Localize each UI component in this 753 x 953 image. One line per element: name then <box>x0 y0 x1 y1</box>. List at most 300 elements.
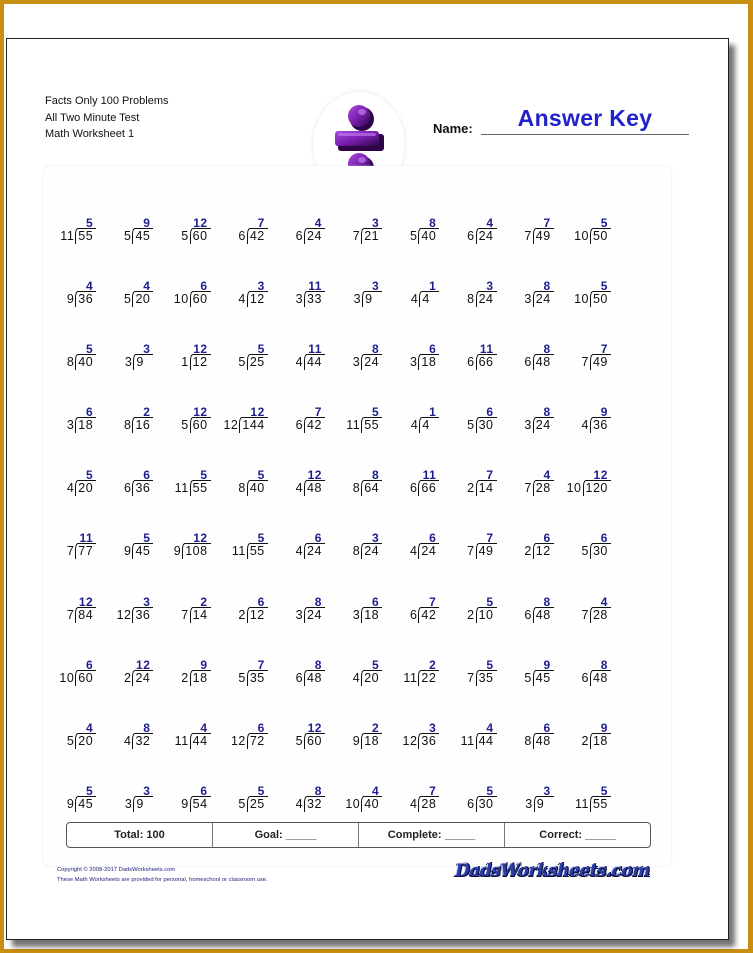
quotient-answer: 5 <box>86 342 94 357</box>
quotient-answer: 9 <box>543 657 551 672</box>
division-problem <box>333 519 390 559</box>
quotient-answer: 12 <box>593 468 608 483</box>
long-division <box>467 393 496 433</box>
dividend: 42 <box>249 229 265 243</box>
division-problem <box>47 646 104 686</box>
divisor: 12 <box>116 607 132 622</box>
problem-grid <box>47 186 619 817</box>
divisor: 6 <box>124 481 132 496</box>
dividend: 77 <box>78 544 94 559</box>
division-bracket <box>590 531 611 559</box>
division-bracket <box>533 594 554 623</box>
long-division <box>353 330 382 370</box>
division-problem <box>161 646 218 686</box>
division-bracket <box>361 720 382 749</box>
division-problem <box>333 393 390 433</box>
quotient-answer: 6 <box>86 405 94 420</box>
division-bracket <box>476 405 497 433</box>
division-problem <box>505 709 562 749</box>
long-division <box>410 456 439 496</box>
quotient-answer: 9 <box>200 657 208 672</box>
dividend: 28 <box>421 796 437 811</box>
long-division <box>410 330 439 370</box>
division-bracket <box>476 720 497 749</box>
long-division <box>582 709 611 749</box>
long-division <box>231 709 268 749</box>
divisor: 5 <box>295 733 304 748</box>
division-problem <box>161 709 218 749</box>
long-division <box>524 646 553 686</box>
division-problem <box>447 772 504 812</box>
long-division <box>296 583 325 623</box>
division-bracket <box>190 594 211 623</box>
division-problem <box>104 583 161 623</box>
division-bracket <box>590 279 611 307</box>
division-bracket <box>190 657 211 686</box>
score-box <box>66 822 651 848</box>
divisor: 7 <box>524 481 532 496</box>
divisor: 4 <box>410 292 419 307</box>
division-problem <box>505 519 562 559</box>
divisor: 3 <box>524 292 532 307</box>
division-bracket <box>182 531 210 559</box>
division-bracket <box>361 783 382 812</box>
division-bracket <box>247 783 268 812</box>
divisor: 5 <box>409 229 418 243</box>
divisor: 11 <box>174 481 189 496</box>
dividend: 28 <box>535 481 551 496</box>
division-bracket <box>418 342 439 370</box>
division-problem <box>219 583 276 623</box>
divisor: 4 <box>295 355 304 370</box>
division-bracket <box>590 216 611 244</box>
division-problem <box>562 456 619 496</box>
name-label: Name: <box>433 121 473 136</box>
division-problem <box>219 456 276 496</box>
divisor: 8 <box>66 355 75 370</box>
divisor: 3 <box>352 607 361 622</box>
division-bracket <box>132 594 153 623</box>
dividend: 54 <box>192 796 208 811</box>
division-problem <box>219 204 276 244</box>
dividend: 24 <box>364 544 380 559</box>
divisor: 3 <box>124 796 133 811</box>
divisor: 11 <box>403 670 418 685</box>
quotient-answer: 5 <box>86 468 94 483</box>
division-problem <box>562 267 619 307</box>
division-bracket <box>533 342 554 370</box>
division-bracket <box>361 405 382 433</box>
quotient-answer: 3 <box>543 783 551 798</box>
divisor: 8 <box>124 418 132 433</box>
division-bracket <box>75 531 96 559</box>
division-bracket <box>75 468 96 496</box>
long-division <box>582 393 611 433</box>
divisor: 12 <box>223 418 239 433</box>
division-problem <box>276 519 333 559</box>
long-division <box>296 393 325 433</box>
long-division <box>67 772 96 812</box>
division-problem <box>505 393 562 433</box>
long-division <box>582 646 611 686</box>
divisor: 7 <box>467 670 475 685</box>
divisor: 2 <box>467 607 475 622</box>
quotient-answer: 2 <box>200 594 208 609</box>
quotient-answer: 7 <box>314 405 322 420</box>
quotient-answer: 5 <box>371 657 380 672</box>
divisor: 5 <box>238 796 246 811</box>
quotient-answer: 3 <box>143 594 151 609</box>
quotient-answer: 11 <box>479 342 494 357</box>
division-problem <box>104 646 161 686</box>
divisor: 3 <box>295 607 304 622</box>
division-bracket <box>361 468 382 496</box>
division-problem <box>104 330 161 370</box>
division-bracket <box>418 657 439 686</box>
dividend: 42 <box>421 607 437 622</box>
worksheet-subtitle-2: All Two Minute Test <box>45 111 140 124</box>
divisor: 4 <box>409 544 418 559</box>
division-problem <box>333 646 390 686</box>
dividend: 24 <box>364 355 380 370</box>
long-division <box>124 204 153 244</box>
dividend: 33 <box>307 292 322 307</box>
division-problem <box>562 519 619 559</box>
long-division <box>238 267 267 307</box>
dividend: 45 <box>535 670 551 685</box>
quotient-answer: 5 <box>600 216 608 230</box>
divisor: 5 <box>124 229 132 243</box>
division-problem <box>390 393 447 433</box>
quotient-answer: 6 <box>86 657 94 672</box>
divisor: 6 <box>467 355 475 370</box>
worksheet-subtitle-1: Facts Only 100 Problems <box>45 95 169 107</box>
division-problem <box>562 772 619 812</box>
long-division <box>296 709 325 749</box>
division-bracket <box>533 279 554 307</box>
long-division <box>410 583 439 623</box>
quotient-answer: 5 <box>600 783 608 798</box>
dividend: 25 <box>249 796 265 811</box>
dividend: 48 <box>535 355 551 370</box>
quotient-answer: 3 <box>257 279 265 294</box>
dividend: 12 <box>192 355 208 370</box>
divisor: 2 <box>238 607 246 622</box>
dividend: 66 <box>478 355 494 370</box>
long-division <box>524 709 553 749</box>
dividend: 60 <box>78 670 94 685</box>
problems-panel <box>43 166 671 866</box>
divisor: 6 <box>295 670 304 685</box>
quotient-answer: 12 <box>193 405 208 420</box>
long-division <box>181 646 210 686</box>
division-bracket <box>304 594 325 623</box>
dividend: 24 <box>307 544 322 559</box>
long-division <box>67 330 96 370</box>
division-bracket <box>247 279 268 307</box>
dividend: 64 <box>364 481 380 496</box>
quotient-answer: 12 <box>78 594 94 609</box>
long-division <box>524 330 553 370</box>
dividend: 21 <box>364 229 380 243</box>
division-bracket <box>590 783 611 812</box>
dividend: 42 <box>307 418 322 433</box>
long-division <box>353 583 382 623</box>
quotient-answer: 12 <box>307 720 322 735</box>
long-division <box>232 519 268 559</box>
long-division <box>582 519 611 559</box>
divisor: 6 <box>409 607 418 622</box>
dividend: 18 <box>364 607 380 622</box>
division-bracket <box>75 279 96 307</box>
quotient-answer: 3 <box>143 342 151 357</box>
long-division <box>296 772 325 812</box>
division-bracket <box>190 405 211 433</box>
division-problem <box>333 204 390 244</box>
division-problem <box>161 583 218 623</box>
division-bracket <box>476 657 497 686</box>
long-division <box>524 393 553 433</box>
dividend: 14 <box>478 481 494 496</box>
divisor: 6 <box>295 418 304 433</box>
long-division <box>67 519 96 559</box>
divisor: 9 <box>352 733 361 748</box>
division-problem <box>161 393 218 433</box>
long-division <box>59 646 96 686</box>
division-problem <box>505 456 562 496</box>
division-bracket <box>75 216 96 244</box>
division-bracket <box>361 342 382 370</box>
quotient-answer: 5 <box>486 783 494 798</box>
quotient-answer: 4 <box>143 279 151 294</box>
long-division <box>124 709 153 749</box>
quotient-answer: 4 <box>486 720 494 735</box>
long-division <box>296 330 325 370</box>
division-problem <box>47 583 104 623</box>
dividend: 50 <box>592 229 608 243</box>
division-problem <box>219 330 276 370</box>
long-division <box>296 456 325 496</box>
divisor: 11 <box>574 796 589 811</box>
long-division <box>238 646 267 686</box>
division-problem <box>390 583 447 623</box>
dividend: 24 <box>478 292 494 307</box>
dividend: 4 <box>422 292 430 307</box>
quotient-answer: 5 <box>371 405 380 420</box>
long-division <box>124 646 153 686</box>
quotient-answer: 12 <box>193 342 208 357</box>
divisor: 4 <box>238 292 246 307</box>
dividend: 24 <box>535 292 551 307</box>
divisor: 8 <box>467 292 475 307</box>
long-division <box>467 646 496 686</box>
worksheet-page <box>6 38 729 940</box>
quotient-answer: 3 <box>429 720 437 735</box>
quotient-answer: 6 <box>429 531 437 546</box>
division-problem <box>219 519 276 559</box>
quotient-answer: 9 <box>600 720 608 735</box>
divisor: 7 <box>66 544 75 559</box>
quotient-answer: 7 <box>486 531 494 546</box>
divisor: 6 <box>467 229 475 243</box>
divisor: 5 <box>66 733 75 748</box>
quotient-answer: 2 <box>429 657 437 672</box>
quotient-answer: 6 <box>543 720 551 735</box>
dividend: 18 <box>78 418 94 433</box>
goal-field: Goal: _____ <box>213 823 359 847</box>
long-division <box>467 456 496 496</box>
divisor: 5 <box>467 418 475 433</box>
dividend: 55 <box>192 481 208 496</box>
division-problem <box>562 709 619 749</box>
division-bracket <box>75 594 96 623</box>
division-bracket <box>361 594 382 623</box>
division-bracket <box>133 783 153 812</box>
dividend: 20 <box>78 733 94 748</box>
quotient-answer: 6 <box>429 342 437 357</box>
division-problem <box>390 772 447 812</box>
divisor: 10 <box>574 229 589 243</box>
divisor: 11 <box>460 733 475 748</box>
dividend: 108 <box>185 544 208 559</box>
quotient-answer: 6 <box>543 531 551 546</box>
division-bracket <box>583 468 611 496</box>
dividend: 49 <box>535 229 551 243</box>
divisor: 2 <box>524 544 532 559</box>
quotient-answer: 5 <box>86 216 94 230</box>
dividend: 45 <box>135 229 151 243</box>
division-bracket <box>190 468 211 496</box>
dividend: 12 <box>249 292 265 307</box>
division-bracket <box>304 468 325 496</box>
divisor: 5 <box>238 355 246 370</box>
division-problem <box>47 204 104 244</box>
division-bracket <box>476 342 497 370</box>
division-problem <box>276 393 333 433</box>
long-division <box>181 204 210 244</box>
division-bracket <box>247 594 268 623</box>
long-division <box>181 583 210 623</box>
quotient-answer: 12 <box>193 216 208 230</box>
division-problem <box>161 456 218 496</box>
division-problem <box>219 646 276 686</box>
quotient-answer: 3 <box>143 783 151 798</box>
divisor: 6 <box>295 229 304 243</box>
long-division <box>181 330 210 370</box>
dividend: 24 <box>478 229 494 243</box>
dividend: 60 <box>307 733 322 748</box>
division-problem <box>447 204 504 244</box>
quotient-answer: 5 <box>86 783 94 798</box>
divisor: 5 <box>238 670 246 685</box>
dividend: 32 <box>307 796 322 811</box>
long-division <box>524 583 553 623</box>
name-field[interactable]: Answer Key <box>517 105 653 131</box>
division-problem <box>47 267 104 307</box>
division-bracket <box>247 468 268 496</box>
division-problem <box>104 267 161 307</box>
long-division <box>124 267 153 307</box>
dividend: 66 <box>421 481 437 496</box>
long-division <box>67 456 96 496</box>
division-problem <box>333 330 390 370</box>
dividend: 48 <box>535 607 551 622</box>
division-bracket <box>418 594 439 623</box>
division-problem <box>104 204 161 244</box>
division-problem <box>390 204 447 244</box>
long-division <box>124 456 153 496</box>
quotient-answer: 6 <box>257 720 265 735</box>
long-division <box>467 204 496 244</box>
copyright-text: Copyright © 2008-2017 DadsWorksheets.com <box>57 867 176 873</box>
division-bracket <box>304 720 325 749</box>
quotient-answer: 3 <box>371 279 380 294</box>
division-bracket <box>590 657 611 686</box>
long-division <box>223 393 267 433</box>
division-bracket <box>75 657 96 686</box>
dividend: 24 <box>135 670 151 685</box>
dividend: 48 <box>307 481 322 496</box>
long-division <box>411 393 439 433</box>
quotient-answer: 11 <box>308 342 322 357</box>
quotient-answer: 3 <box>371 531 380 546</box>
divisor: 4 <box>295 481 304 496</box>
division-problem <box>390 330 447 370</box>
division-bracket <box>361 657 382 686</box>
division-bracket <box>304 405 325 433</box>
long-division <box>125 772 153 812</box>
division-bracket <box>476 783 497 812</box>
divisor: 2 <box>467 481 475 496</box>
dividend: 55 <box>592 796 608 811</box>
dividend: 18 <box>192 670 208 685</box>
division-problem <box>104 709 161 749</box>
quotient-answer: 9 <box>600 405 608 420</box>
division-bracket <box>132 405 153 433</box>
dividend: 36 <box>421 733 437 748</box>
long-division <box>575 772 611 812</box>
quotient-answer: 4 <box>200 720 208 735</box>
division-problem <box>505 772 562 812</box>
divisor: 9 <box>124 544 132 559</box>
division-problem <box>276 646 333 686</box>
long-division <box>238 204 267 244</box>
division-problem <box>447 393 504 433</box>
divisor: 7 <box>467 544 475 559</box>
dividend: 30 <box>592 544 608 559</box>
quotient-answer: 4 <box>543 468 551 483</box>
long-division <box>353 519 382 559</box>
division-bracket <box>247 531 268 559</box>
dividend: 55 <box>364 418 380 433</box>
divisor: 5 <box>181 418 189 433</box>
total-count: Total: 100 <box>67 823 213 847</box>
footer-notice <box>57 865 268 885</box>
dividend: 84 <box>78 607 94 622</box>
division-bracket <box>590 405 611 433</box>
divisor: 6 <box>524 607 532 622</box>
division-bracket <box>533 531 554 559</box>
division-bracket <box>75 783 96 812</box>
division-bracket <box>304 342 325 370</box>
division-problem <box>161 772 218 812</box>
divisor: 3 <box>66 418 75 433</box>
long-division <box>524 204 553 244</box>
quotient-answer: 8 <box>371 342 380 357</box>
quotient-answer: 5 <box>257 783 265 798</box>
division-bracket <box>533 657 554 686</box>
dividend: 30 <box>478 796 494 811</box>
